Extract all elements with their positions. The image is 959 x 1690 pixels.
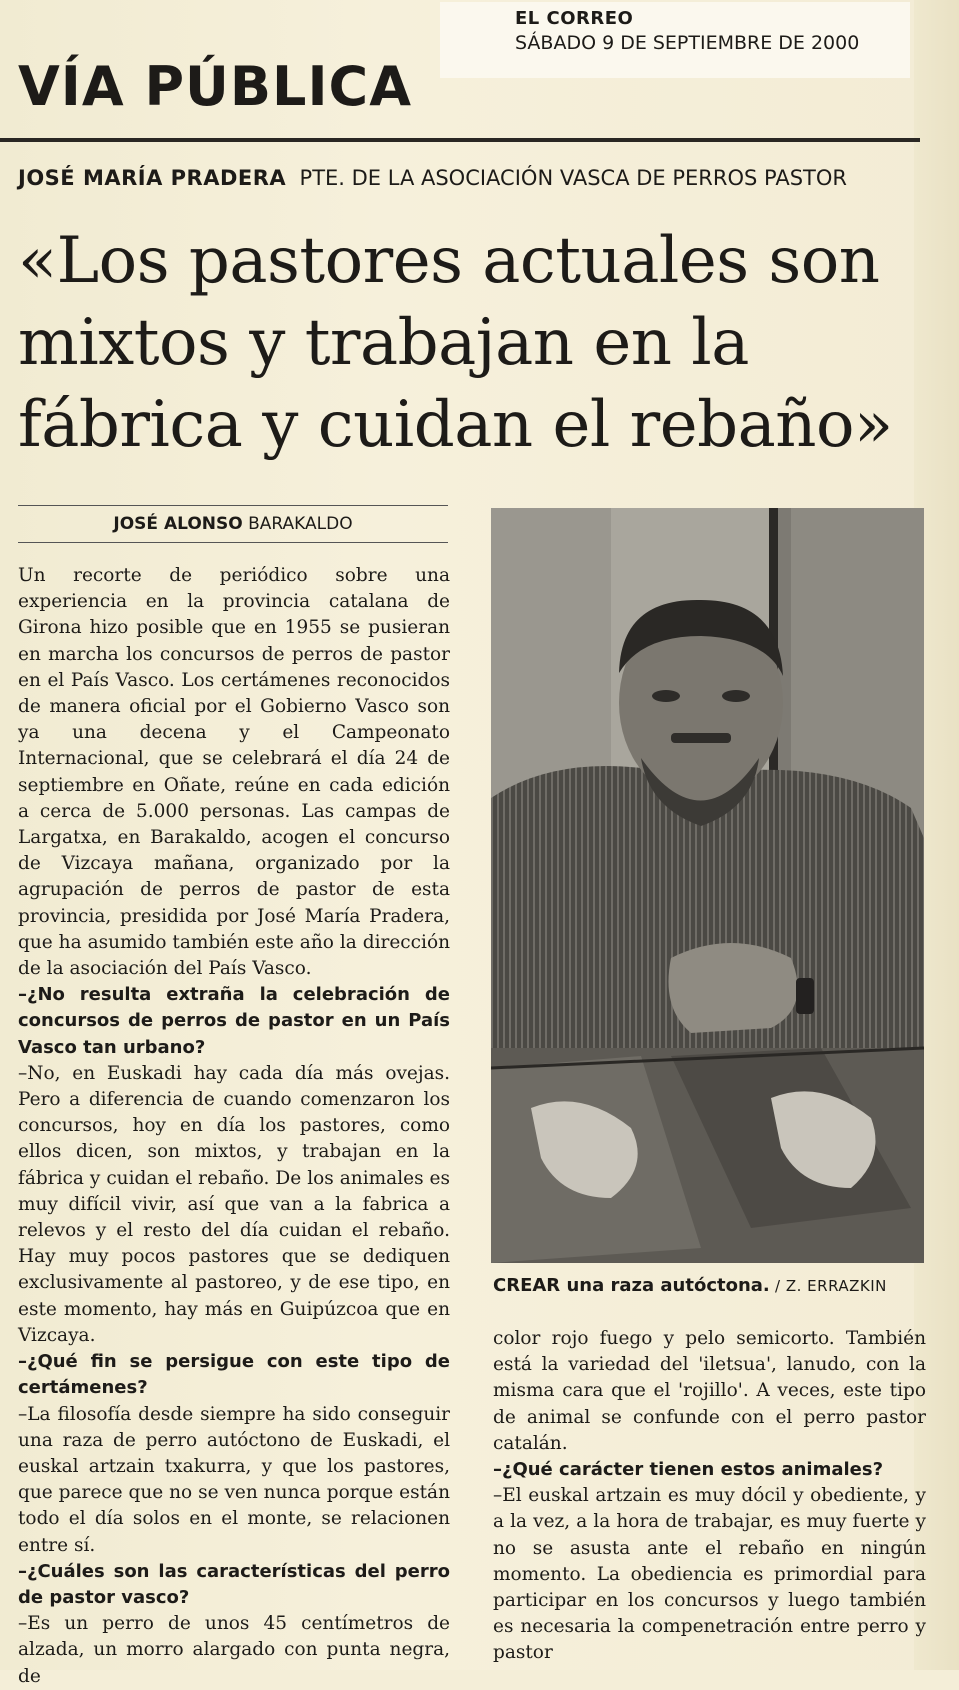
caption-lead: CREAR: [493, 1275, 561, 1296]
author-name: JOSÉ ALONSO: [113, 514, 243, 534]
interviewee-name: JOSÉ MARÍA PRADERA: [18, 166, 287, 190]
interviewee-role: PTE. DE LA ASOCIACIÓN VASCA DE PERROS PASTOR: [299, 166, 847, 190]
interview-question: –¿No resulta extraña la celebración de concursos de perros de pastor en un País Vasco tan urbano?: [18, 984, 450, 1058]
article-paragraph: Un recorte de periódico sobre una experiencia en la provincia catalana de Girona hizo posible que en 1955 se pusieran en marcha los concursos de perros de pastor en el País Vasco. Los certámenes reconocidos de manera oficial por el Gobierno Vasco son ya una decena y el Campeonato Internacional, que se celebrará el día 24 de septiembre en Oñate, reúne en cada edición a cerca de 5.000 personas. Las campas de Largatxa, en Barakaldo, acogen el concurso de Vizcaya mañana, organizado por la agrupación de perros de pastor de esta provincia, presidida por José María Pradera, que ha asumido también este año la dirección de la asociación del País Vasco.: [18, 565, 450, 980]
article-paragraph: –El euskal artzain es muy dócil y obediente, y a la vez, a la hora de trabajar, es muy fuerte y no se asusta ante el rebaño en ningún momento. La obediencia es primordial para participar en los concursos y luego también es necesaria la compenetración entre perro y pastor: [493, 1485, 926, 1664]
interview-question: –¿Cuáles son las características del perro de pastor vasco?: [18, 1560, 450, 1608]
photo-illustration: [491, 508, 924, 1263]
photo-credit: / Z. ERRAZKIN: [769, 1277, 887, 1295]
section-title: VÍA PÚBLICA: [18, 55, 412, 118]
article-column-left: [18, 563, 450, 1690]
article-paragraph: –La filosofía desde siempre ha sido conseguir una raza de perro autóctono de Euskadi, el euskal artzain txakurra, y que los pastores, que parece que no se ven nunca porque están todo el día solos en el monte, se relacionen entre sí.: [18, 1403, 450, 1556]
publication-date: SÁBADO 9 DE SEPTIEMBRE DE 2000: [515, 32, 860, 54]
headline: «Los pastores actuales son mixtos y trabajan en la fábrica y cuidan el rebaño»: [18, 224, 893, 462]
article-paragraph: –No, en Euskadi hay cada día más ovejas. Pero a diferencia de cuando comenzaron los concursos, hoy en día los pastores, como ellos dicen, son mixtos, y trabajan en la fábrica y cuidan el rebaño. De los animales es muy difícil vivir, así que van a la fabrica a relevos y el resto del día cuidan el rebaño. Hay muy pocos pastores que se dediquen exclusivamente al pastoreo, y de ese tipo, en este momento, hay más en Guipúzcoa que en Vizcaya.: [18, 1062, 450, 1346]
article-paragraph: color rojo fuego y pelo semicorto. También está la variedad del 'iletsua', lanudo, con la misma cara que el 'rojillo'. A veces, este tipo de animal se confunde con el perro pastor catalán.: [493, 1328, 926, 1454]
interviewee-line: [18, 166, 847, 190]
author-byline: [18, 505, 448, 543]
article-column-right: [493, 1326, 926, 1667]
section-rule: [0, 138, 920, 142]
article-paragraph: –Es un perro de unos 45 centímetros de alzada, un morro alargado con punta negra, de: [18, 1613, 450, 1687]
photo-caption: [493, 1275, 887, 1296]
author-place: BARAKALDO: [248, 514, 353, 534]
interview-question: –¿Qué carácter tienen estos animales?: [493, 1459, 884, 1481]
newspaper-name: EL CORREO: [515, 8, 634, 29]
interview-question: –¿Qué fin se persigue con este tipo de certámenes?: [18, 1351, 450, 1399]
portrait-photo: [491, 508, 924, 1263]
caption-text: una raza autóctona.: [560, 1275, 770, 1296]
